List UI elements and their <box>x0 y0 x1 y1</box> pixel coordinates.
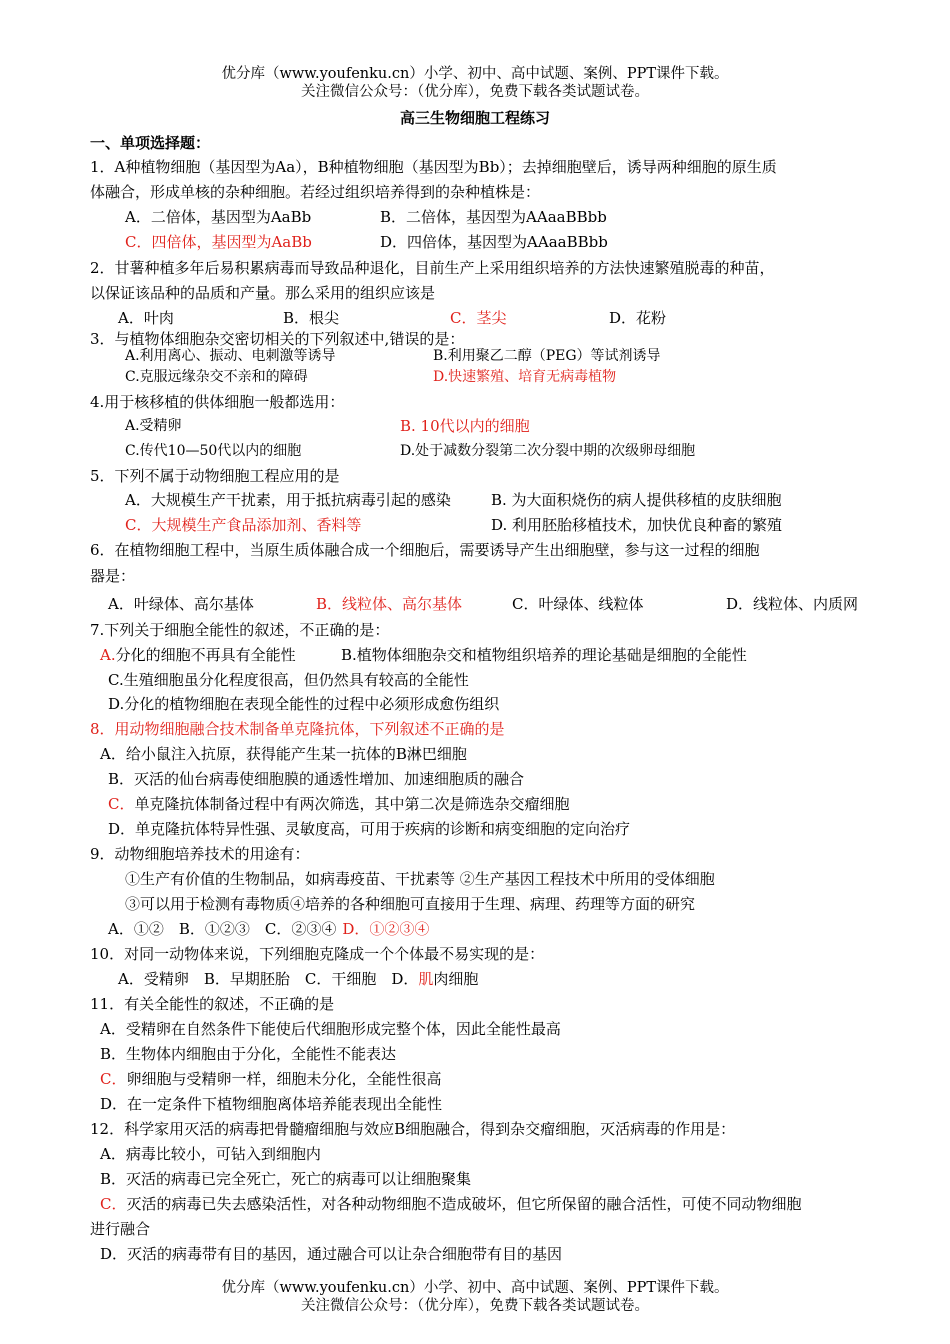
q6-option-c: C．叶绿体、线粒体 <box>512 595 644 613</box>
q11-option-c <box>100 1069 442 1089</box>
q8-option-c-text: 单克隆抗体制备过程中有两次筛选，其中第二次是筛选杂交瘤细胞 <box>134 795 570 813</box>
q12-stem: 12．科学家用灭活的病毒把骨髓瘤细胞与效应B细胞融合，得到杂交瘤细胞，灭活病毒的作用是： <box>90 1120 736 1138</box>
q11-option-c-text: 卵细胞与受精卵一样，细胞未分化，全能性很高 <box>126 1070 442 1088</box>
q9-stem: 9．动物细胞培养技术的用途有： <box>90 845 310 863</box>
q6-stem-line-2: 器是： <box>90 567 136 585</box>
q12-option-c-text-1: 灭活的病毒已失去感染活性，对各种动物细胞不造成破坏，但它所保留的融合活性，可使不同动物细胞 <box>126 1195 802 1213</box>
q1-option-c: C．四倍体，基因型为AaBb <box>125 233 312 251</box>
q3-option-c: C.克服远缘杂交不亲和的障碍 <box>125 369 308 385</box>
q9-options <box>108 919 429 939</box>
q2-stem-line-1: 2．甘薯种植多年后易积累病毒而导致品种退化，目前生产上采用组织培养的方法快速繁殖脱毒的种苗， <box>90 259 775 277</box>
q8-option-d: D．单克隆抗体特异性强、灵敏度高，可用于疾病的诊断和病变细胞的定向治疗 <box>108 820 631 838</box>
q3-option-a: A.利用离心、振动、电刺激等诱导 <box>125 348 336 364</box>
q3-option-d: D.快速繁殖、培育无病毒植物 <box>433 369 617 385</box>
q6-option-b: B．线粒体、高尔基体 <box>316 595 463 613</box>
q8-stem: 8．用动物细胞融合技术制备单克隆抗体，下列叙述不正确的是 <box>90 720 505 738</box>
q10-options <box>118 969 478 989</box>
q1-stem-line-1: 1．A种植物细胞（基因型为Aa），B种植物细胞（基因型为Bb）；去掉细胞壁后，诱导两种细胞的原生质 <box>90 158 777 176</box>
q3-stem: 3．与植物体细胞杂交密切相关的下列叙述中,错误的是： <box>90 330 465 348</box>
q12-option-c-line-1 <box>100 1194 802 1214</box>
q7-stem: 7.下列关于细胞全能性的叙述，不正确的是： <box>90 621 390 639</box>
q11-stem: 11．有关全能性的叙述，不正确的是 <box>90 995 335 1013</box>
q2-option-d: D．花粉 <box>609 309 667 327</box>
q2-stem-line-2: 以保证该品种的品质和产量。那么采用的组织应该是 <box>90 284 436 302</box>
q4-option-a: A.受精卵 <box>125 418 182 434</box>
q1-option-b: B．二倍体，基因型为AAaaBBbb <box>380 208 607 226</box>
q4-option-b: B. 10代以内的细胞 <box>400 417 530 435</box>
q12-option-d: D．灭活的病毒带有目的基因，通过融合可以让杂合细胞带有目的基因 <box>100 1245 563 1263</box>
q8-option-a: A．给小鼠注入抗原，获得能产生某一抗体的B淋巴细胞 <box>100 745 467 763</box>
q5-option-d: D. 利用胚胎移植技术，加快优良种畜的繁殖 <box>491 516 783 534</box>
q8-option-c-letter: C． <box>108 795 135 813</box>
q7-option-a-text: 分化的细胞不再具有全能性 <box>115 646 296 664</box>
q1-option-a: A．二倍体，基因型为AaBb <box>125 208 312 226</box>
q6-option-a: A．叶绿体、高尔基体 <box>108 595 254 613</box>
q2-option-b: B．根尖 <box>283 309 340 327</box>
q5-stem: 5．下列不属于动物细胞工程应用的是 <box>90 467 340 485</box>
q11-option-a: A．受精卵在自然条件下能使后代细胞形成完整个体，因此全能性最高 <box>100 1020 561 1038</box>
q1-option-d: D．四倍体，基因型为AAaaBBbb <box>380 233 608 251</box>
q10-stem: 10．对同一动物体来说，下列细胞克隆成一个个体最不易实现的是： <box>90 945 545 963</box>
q9-option-d: D．①②③④ <box>342 920 430 938</box>
q9-item-line-2: ③可以用于检测有毒物质④培养的各种细胞可直接用于生理、病理、药理等方面的研究 <box>125 895 696 913</box>
q8-option-b: B．灭活的仙台病毒使细胞膜的通透性增加、加速细胞质的融合 <box>108 770 525 788</box>
q6-option-d: D．线粒体、内质网 <box>726 595 859 613</box>
q2-option-c: C．茎尖 <box>450 309 507 327</box>
q2-option-a: A．叶肉 <box>118 309 174 327</box>
q5-option-a: A．大规模生产干扰素，用于抵抗病毒引起的感染 <box>125 491 451 509</box>
footer-line-2: 关注微信公众号：（优分库），免费下载各类试题试卷。 <box>301 1298 649 1314</box>
q1-stem-line-2: 体融合，形成单核的杂种细胞。若经过组织培养得到的杂种植株是： <box>90 183 541 201</box>
q4-option-d: D.处于减数分裂第二次分裂中期的次级卵母细胞 <box>400 443 696 459</box>
q7-option-a <box>100 645 296 665</box>
q5-option-b: B. 为大面积烧伤的病人提供移植的皮肤细胞 <box>491 491 782 509</box>
header-line-2: 关注微信公众号：（优分库），免费下载各类试题试卷。 <box>301 84 649 100</box>
q7-option-d: D.分化的植物细胞在表现全能性的过程中必须形成愈伤组织 <box>108 695 500 713</box>
q4-stem: 4.用于核移植的供体细胞一般都选用： <box>90 393 345 411</box>
q10-option-d-rest: 肉细胞 <box>433 970 479 988</box>
q4-option-c: C.传代10—50代以内的细胞 <box>125 443 302 459</box>
footer-line-1: 优分库（www.youfenku.cn）小学、初中、高中试题、案例、PPT课件下载。 <box>221 1280 729 1296</box>
q11-option-d: D．在一定条件下植物细胞离体培养能表现出全能性 <box>100 1095 443 1113</box>
q5-option-c: C．大规模生产食品添加剂、香料等 <box>125 516 362 534</box>
q12-option-c-line-2: 进行融合 <box>90 1220 151 1238</box>
q11-option-b: B．生物体内细胞由于分化，全能性不能表达 <box>100 1045 397 1063</box>
page-title: 高三生物细胞工程练习 <box>399 109 550 127</box>
q8-option-c <box>108 794 570 814</box>
q7-option-b: B.植物体细胞杂交和植物组织培养的理论基础是细胞的全能性 <box>341 646 747 664</box>
section-heading: 一、单项选择题： <box>90 134 211 152</box>
q12-option-a: A．病毒比较小，可钻入到细胞内 <box>100 1145 321 1163</box>
header-line-1: 优分库（www.youfenku.cn）小学、初中、高中试题、案例、PPT课件下载。 <box>221 66 729 82</box>
q3-option-b: B.利用聚乙二醇（PEG）等试剂诱导 <box>433 348 661 364</box>
q10-options-abc: A．受精卵 B．早期胚胎 C．干细胞 <box>118 970 377 988</box>
q12-option-c-letter: C． <box>100 1195 127 1213</box>
q10-option-d-red: 肌 <box>418 970 434 988</box>
q9-item-line-1: ①生产有价值的生物制品，如病毒疫苗、干扰素等 ②生产基因工程技术中所用的受体细胞 <box>125 870 715 888</box>
q7-option-c: C.生殖细胞虽分化程度很高，但仍然具有较高的全能性 <box>108 671 469 689</box>
q12-option-b: B．灭活的病毒已完全死亡，死亡的病毒可以让细胞聚集 <box>100 1170 472 1188</box>
q9-options-abc: A．①② B．①②③ C．②③④ <box>108 920 337 938</box>
q11-option-c-letter: C． <box>100 1070 127 1088</box>
q10-option-d-letter: D． <box>391 970 419 988</box>
q7-option-a-letter: A. <box>100 646 116 664</box>
q6-stem-line-1: 6．在植物细胞工程中，当原生质体融合成一个细胞后，需要诱导产生出细胞壁，参与这一过程的细胞 <box>90 541 760 559</box>
